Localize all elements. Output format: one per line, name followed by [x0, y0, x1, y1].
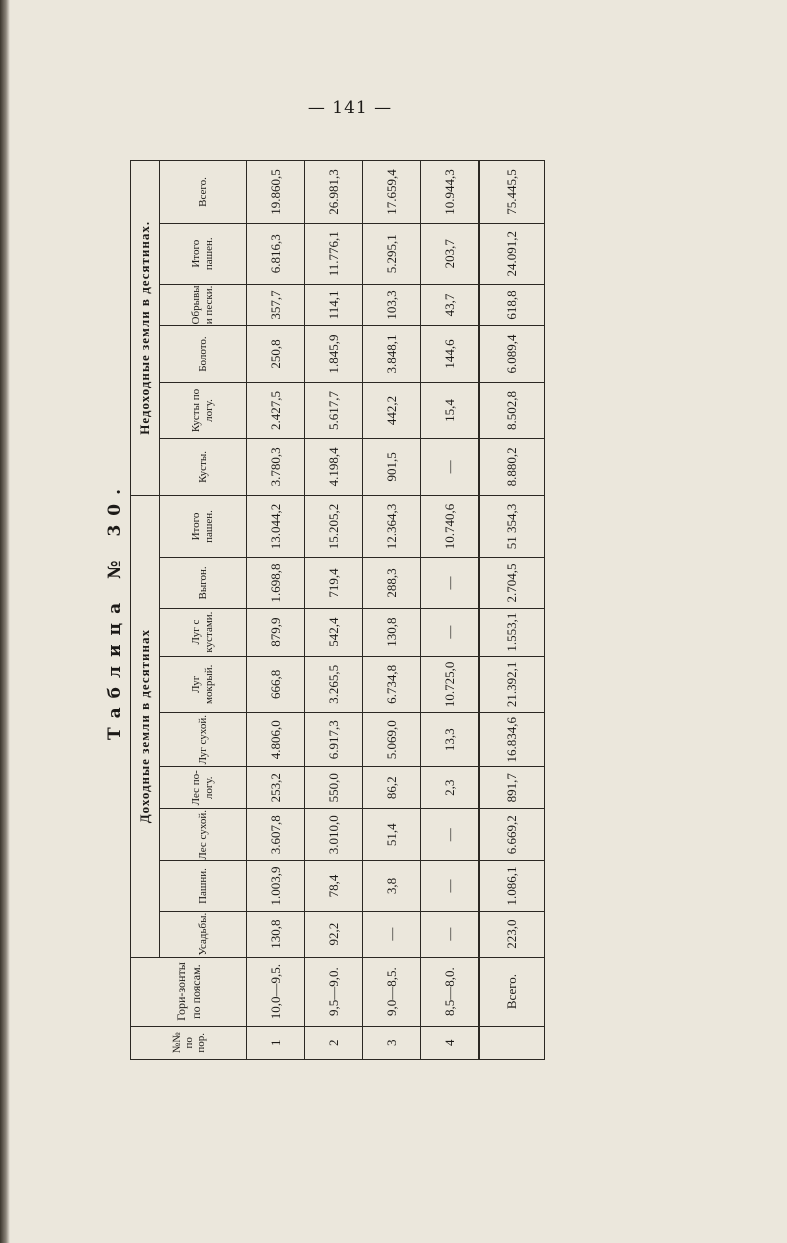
data-cell: 357,7	[247, 284, 305, 326]
data-cell: 550,0	[305, 767, 363, 809]
data-cell: 5.295,1	[363, 223, 421, 284]
data-cell: 10.725,0	[421, 656, 480, 712]
table-row	[305, 161, 363, 1060]
data-cell: 2.427,5	[247, 382, 305, 438]
data-cell: 250,8	[247, 326, 305, 382]
row-number: 4	[421, 1026, 480, 1059]
row-number: 3	[363, 1026, 421, 1059]
table-row	[421, 161, 480, 1060]
header-zone: Гори-зонты по поясам.	[131, 957, 247, 1026]
col-header: Лес сухой.	[160, 809, 247, 861]
total-cell: 21.392,1	[479, 656, 545, 712]
data-cell: 78,4	[305, 861, 363, 911]
zone-cell: 9,5—9,0.	[305, 957, 363, 1026]
col-header: Лес по-логу.	[160, 767, 247, 809]
data-cell: 253,2	[247, 767, 305, 809]
data-cell: 114,1	[305, 284, 363, 326]
total-cell: 16.834,6	[479, 713, 545, 767]
data-cell: 5.069,0	[363, 713, 421, 767]
data-cell: 288,3	[363, 558, 421, 608]
col-header: Итого пашен.	[160, 495, 247, 558]
data-cell: 1.003,9	[247, 861, 305, 911]
data-cell: 92,2	[305, 911, 363, 957]
data-cell: 17.659,4	[363, 161, 421, 224]
land-table	[130, 160, 545, 1060]
data-cell: —	[421, 608, 480, 656]
table-row	[363, 161, 421, 1060]
data-cell: 13.044,2	[247, 495, 305, 558]
total-cell: 8.880,2	[479, 439, 545, 495]
data-cell: —	[363, 911, 421, 957]
col-header: Обрывы и пески.	[160, 284, 247, 326]
data-cell: 15.205,2	[305, 495, 363, 558]
data-cell: 3.010,0	[305, 809, 363, 861]
data-cell: 10.740,6	[421, 495, 480, 558]
data-cell: 15,4	[421, 382, 480, 438]
data-cell: 4.198,4	[305, 439, 363, 495]
total-blank	[479, 1026, 545, 1059]
zone-cell: 9,0—8,5.	[363, 957, 421, 1026]
data-cell: 13,3	[421, 713, 480, 767]
data-cell: 3.265,5	[305, 656, 363, 712]
page-number: — 141 —	[307, 98, 393, 118]
data-cell: 86,2	[363, 767, 421, 809]
header-row-number: №№ по пор.	[131, 1026, 247, 1059]
table-row	[247, 161, 305, 1060]
col-header: Луг с кустами.	[160, 608, 247, 656]
col-header: Итого пашен.	[160, 223, 247, 284]
data-cell: 3.848,1	[363, 326, 421, 382]
data-cell: 3.780,3	[247, 439, 305, 495]
data-cell: 719,4	[305, 558, 363, 608]
data-cell: 6.734,8	[363, 656, 421, 712]
total-label: Всего.	[479, 957, 545, 1026]
col-header: Пашни.	[160, 861, 247, 911]
data-cell: 11.776,1	[305, 223, 363, 284]
col-header: Луг мокрый.	[160, 656, 247, 712]
total-cell: 8.502,8	[479, 382, 545, 438]
data-cell: —	[421, 861, 480, 911]
rotated-table-block	[100, 160, 630, 1060]
total-cell: 6.089,4	[479, 326, 545, 382]
data-cell: 2,3	[421, 767, 480, 809]
data-cell: 144,6	[421, 326, 480, 382]
zone-cell: 8,5—8,0.	[421, 957, 480, 1026]
data-cell: 26.981,3	[305, 161, 363, 224]
book-gutter	[0, 0, 10, 1243]
data-cell: 5.617,7	[305, 382, 363, 438]
data-cell: 879,9	[247, 608, 305, 656]
data-cell: 4.806,0	[247, 713, 305, 767]
total-cell: 24.091,2	[479, 223, 545, 284]
data-cell: 19.860,5	[247, 161, 305, 224]
row-number: 2	[305, 1026, 363, 1059]
col-header: Выгон.	[160, 558, 247, 608]
col-header: Усадьбы.	[160, 911, 247, 957]
data-cell: 130,8	[363, 608, 421, 656]
data-cell: 51,4	[363, 809, 421, 861]
data-cell: 10.944,3	[421, 161, 480, 224]
data-cell: —	[421, 809, 480, 861]
total-cell: 75.445,5	[479, 161, 545, 224]
total-cell: 618,8	[479, 284, 545, 326]
data-cell: 3,8	[363, 861, 421, 911]
col-header: Луг сухой.	[160, 713, 247, 767]
data-cell: 901,5	[363, 439, 421, 495]
col-header: Всего.	[160, 161, 247, 224]
data-cell: —	[421, 911, 480, 957]
total-cell: 2.704,5	[479, 558, 545, 608]
total-cell: 891,7	[479, 767, 545, 809]
row-number: 1	[247, 1026, 305, 1059]
total-row	[479, 161, 545, 1060]
data-cell: 6.917,3	[305, 713, 363, 767]
col-header: Кусты.	[160, 439, 247, 495]
data-cell: 442,2	[363, 382, 421, 438]
data-cell: —	[421, 558, 480, 608]
data-cell: 1.698,8	[247, 558, 305, 608]
col-header: Кусты по логу.	[160, 382, 247, 438]
data-cell: 43,7	[421, 284, 480, 326]
data-cell: 130,8	[247, 911, 305, 957]
total-cell: 1.553,1	[479, 608, 545, 656]
data-cell: 3.607,8	[247, 809, 305, 861]
total-cell: 223,0	[479, 911, 545, 957]
total-cell: 1.086,1	[479, 861, 545, 911]
total-cell: 6.669,2	[479, 809, 545, 861]
zone-cell: 10,0—9,5.	[247, 957, 305, 1026]
header-income-group: Доходные земли в десятинах	[131, 495, 160, 957]
data-cell: 203,7	[421, 223, 480, 284]
header-nonincome-group: Недоходные земли в десятинах.	[131, 161, 160, 496]
table-title: Таблица № 30.	[105, 479, 125, 741]
data-cell: 103,3	[363, 284, 421, 326]
total-cell: 51 354,3	[479, 495, 545, 558]
data-cell: 12.364,3	[363, 495, 421, 558]
data-cell: —	[421, 439, 480, 495]
data-cell: 666,8	[247, 656, 305, 712]
data-cell: 6.816,3	[247, 223, 305, 284]
data-cell: 1.845,9	[305, 326, 363, 382]
col-header: Болото.	[160, 326, 247, 382]
data-cell: 542,4	[305, 608, 363, 656]
